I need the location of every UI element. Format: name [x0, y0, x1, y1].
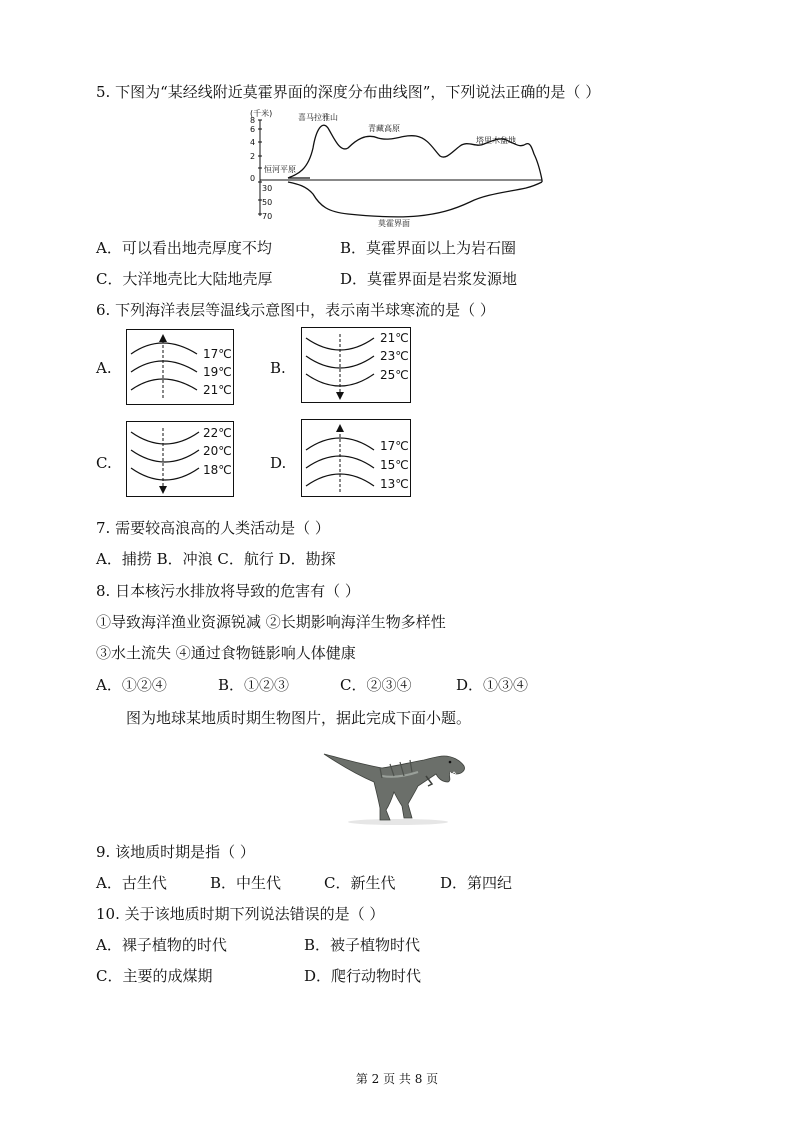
q6-stem: 6. 下列海洋表层等温线示意图中，表示南半球寒流的是（ ） [96, 301, 495, 319]
q9-option-b: B．中生代 [210, 874, 282, 892]
q9-option-a: A．古生代 [96, 874, 167, 892]
himalaya-label: 喜马拉雅山 [298, 113, 338, 122]
q6-letter-b: B. [270, 359, 286, 377]
q6-a-iso-2: 19℃ [203, 365, 232, 379]
q6-letter-d: D. [270, 454, 287, 472]
y-tick-50: 50 [262, 198, 273, 207]
unit-label: (千米) [250, 109, 273, 118]
q6-c-iso-1: 22℃ [203, 426, 232, 440]
q6-a-iso-1: 17℃ [203, 347, 232, 361]
q10-option-a: A．裸子植物的时代 [96, 936, 227, 954]
q7-options: A．捕捞 B．冲浪 C．航行 D．勘探 [96, 550, 336, 568]
tibet-label: 青藏高原 [368, 124, 400, 133]
q7-stem: 7. 需要较高浪高的人类活动是（ ） [96, 519, 330, 537]
page-footer: 第 2 页 共 8 页 [355, 1072, 439, 1086]
q5-option-b: B．莫霍界面以上为岩石圈 [340, 239, 517, 257]
q6-b-iso-2: 23℃ [380, 349, 409, 363]
q6-panel-b [301, 327, 411, 403]
q8-option-d: D．①③④ [456, 676, 529, 694]
y-tick-70: 70 [262, 212, 273, 221]
y-tick-30: 30 [262, 184, 273, 193]
q10-option-c: C．主要的成煤期 [96, 967, 213, 985]
q10-stem: 10. 关于该地质时期下列说法错误的是（ ） [96, 905, 385, 923]
q6-letter-a: A. [96, 359, 112, 377]
q6-panel-a [126, 329, 234, 405]
q6-b-iso-1: 21℃ [380, 331, 409, 345]
q10-option-d: D．爬行动物时代 [304, 967, 422, 985]
q6-panel-d [301, 419, 411, 497]
q8-stem: 8. 日本核污水排放将导致的危害有（ ） [96, 582, 360, 600]
q9-stem: 9. 该地质时期是指（ ） [96, 843, 255, 861]
q6-c-iso-2: 20℃ [203, 444, 232, 458]
q6-d-iso-3: 13℃ [380, 477, 409, 491]
y-tick-2: 2 [250, 152, 256, 161]
q9-option-c: C．新生代 [324, 874, 396, 892]
y-tick-6: 6 [250, 125, 256, 134]
q8-option-c: C．②③④ [340, 676, 412, 694]
q8-items-line-2: ③水土流失 ④通过食物链影响人体健康 [96, 644, 356, 662]
q5-stem: 5. 下图为“某经线附近莫霍界面的深度分布曲线图”，下列说法正确的是（ ） [96, 83, 601, 101]
y-tick-4: 4 [250, 138, 256, 147]
q6-b-iso-3: 25℃ [380, 368, 409, 382]
ganges-label: 恒河平原 [264, 165, 296, 174]
q8-items-line-1: ①导致海洋渔业资源锐减 ②长期影响海洋生物多样性 [96, 613, 446, 631]
dinosaur-image [320, 742, 470, 826]
y-tick-0: 0 [250, 174, 256, 183]
q8-option-b: B．①②③ [218, 676, 290, 694]
q5-option-a: A．可以看出地壳厚度不均 [96, 239, 272, 257]
q10-option-b: B．被子植物时代 [304, 936, 421, 954]
q6-a-iso-3: 21℃ [203, 383, 232, 397]
q6-letter-c: C. [96, 454, 112, 472]
q6-c-iso-3: 18℃ [203, 463, 232, 477]
q6-panel-c [126, 421, 234, 497]
moho-depth-figure [248, 108, 548, 230]
q9-option-d: D．第四纪 [440, 874, 513, 892]
q5-option-d: D．莫霍界面是岩浆发源地 [340, 270, 518, 288]
moho-label: 莫霍界面 [378, 219, 410, 228]
section-intro: 图为地球某地质时期生物图片，据此完成下面小题。 [126, 709, 472, 727]
q8-option-a: A．①②④ [96, 676, 167, 694]
dinosaur-icon [320, 742, 470, 826]
q6-d-iso-2: 15℃ [380, 458, 409, 472]
q5-option-c: C．大洋地壳比大陆地壳厚 [96, 270, 273, 288]
tarim-label: 塔里木盆地 [476, 136, 516, 145]
q6-d-iso-1: 17℃ [380, 439, 409, 453]
y-tick-8: 8 [250, 116, 256, 125]
